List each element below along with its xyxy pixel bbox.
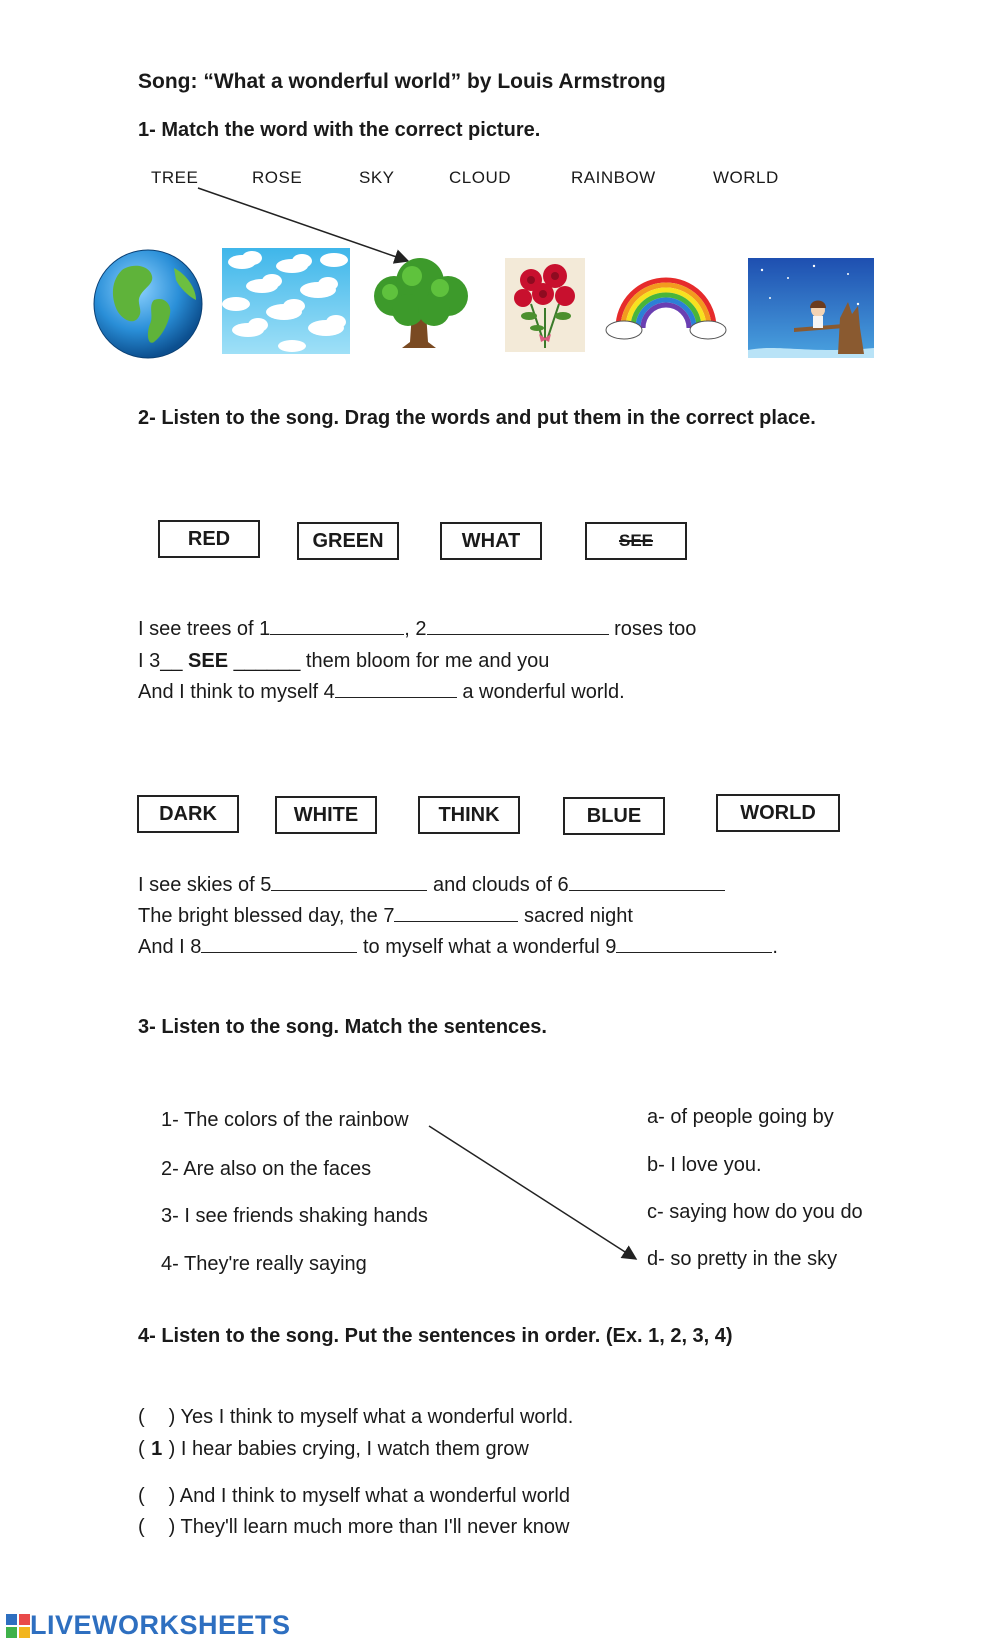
tree-picture[interactable]: [364, 256, 476, 352]
word-rainbow[interactable]: RAINBOW: [571, 168, 656, 187]
drag-word-see-used[interactable]: SEE: [585, 522, 687, 560]
word-tree[interactable]: TREE: [151, 168, 199, 187]
lyric-text: And I 8: [138, 936, 202, 958]
word-rose[interactable]: ROSE: [252, 168, 303, 187]
order-paren: (: [138, 1485, 145, 1507]
liveworksheets-logo: [6, 1610, 291, 1641]
drag-word-blue[interactable]: BLUE: [563, 797, 665, 835]
lyric-line-2: [138, 650, 549, 673]
rainbow-picture[interactable]: [604, 270, 728, 342]
logo-grid-icon: [6, 1614, 30, 1638]
order-item-1: [138, 1406, 573, 1429]
lyric-line-3: [138, 681, 625, 704]
lyric-text: sacred night: [524, 905, 633, 927]
lyric-text: and clouds of 6: [432, 874, 569, 896]
order-item-4: [138, 1516, 569, 1539]
section3-heading: 3- Listen to the song. Match the sentences.: [138, 1016, 547, 1038]
lyric-text: to myself what a wonderful 9: [362, 936, 617, 958]
globe-picture[interactable]: [92, 248, 204, 360]
filled-answer-see[interactable]: SEE: [188, 650, 229, 672]
match-right-d[interactable]: d- so pretty in the sky: [647, 1248, 838, 1270]
blank-2[interactable]: [427, 618, 609, 635]
order-paren: (: [138, 1406, 145, 1428]
blank-8[interactable]: [201, 936, 357, 953]
section1-heading: 1- Match the word with the correct picture.: [138, 119, 541, 141]
lyric-text: , 2: [404, 618, 427, 640]
match-right-a[interactable]: a- of people going by: [647, 1106, 834, 1128]
page-title: Song: “What a wonderful world” by Louis Armstrong: [138, 70, 666, 93]
order-text: ) They'll learn much more than I'll never know: [168, 1516, 570, 1538]
order-text: ) I hear babies crying, I watch them grow: [168, 1438, 529, 1460]
drag-word-red[interactable]: RED: [158, 520, 260, 558]
lyric-text: a wonderful world.: [462, 681, 625, 703]
drag-word-white[interactable]: WHITE: [275, 796, 377, 834]
match-right-b[interactable]: b- I love you.: [647, 1154, 762, 1176]
logo-text: LIVEWORKSHEETS: [30, 1610, 291, 1640]
match-left-2[interactable]: 2- Are also on the faces: [161, 1158, 372, 1180]
lyric-line-5: [138, 874, 725, 897]
section2-heading: 2- Listen to the song. Drag the words and put them in the correct place.: [138, 407, 816, 429]
lyric-text: ______ them bloom for me and you: [228, 650, 550, 672]
word-sky[interactable]: SKY: [359, 168, 395, 187]
order-text: ) Yes I think to myself what a wonderful world.: [168, 1406, 574, 1428]
word-cloud[interactable]: CLOUD: [449, 168, 512, 187]
order-paren: (: [138, 1516, 145, 1538]
order-number-input[interactable]: 1: [151, 1438, 163, 1460]
blank-1[interactable]: [270, 618, 404, 635]
drag-word-think[interactable]: THINK: [418, 796, 520, 834]
example-sentence-arrow: [0, 1100, 1000, 1280]
lyric-line-1: [138, 618, 696, 641]
match-right-c[interactable]: c- saying how do you do: [647, 1201, 863, 1223]
roses-picture[interactable]: [505, 258, 585, 352]
drag-word-dark[interactable]: DARK: [137, 795, 239, 833]
order-text: ) And I think to myself what a wonderful world: [168, 1485, 570, 1507]
lyric-line-7: [138, 936, 778, 959]
lyric-line-6: [138, 905, 633, 928]
blank-5[interactable]: [271, 874, 427, 891]
lyric-text: And I think to myself 4: [138, 681, 335, 703]
match-left-3[interactable]: 3- I see friends shaking hands: [161, 1205, 428, 1227]
order-paren: (: [138, 1438, 145, 1460]
word-world[interactable]: WORLD: [713, 168, 779, 187]
drag-word-what[interactable]: WHAT: [440, 522, 542, 560]
drag-word-green[interactable]: GREEN: [297, 522, 399, 560]
blank-9[interactable]: [616, 936, 772, 953]
blank-7[interactable]: [394, 905, 518, 922]
section4-heading: 4- Listen to the song. Put the sentences in order. (Ex. 1, 2, 3, 4): [138, 1325, 733, 1347]
order-item-2: [138, 1438, 529, 1461]
lyric-text: .: [772, 936, 778, 958]
clouds-picture[interactable]: [222, 248, 350, 354]
blank-6[interactable]: [569, 874, 725, 891]
blank-4[interactable]: [335, 681, 457, 698]
lyric-text: The bright blessed day, the 7: [138, 905, 395, 927]
match-left-1[interactable]: 1- The colors of the rainbow: [161, 1109, 409, 1131]
lyric-text: I see trees of 1: [138, 618, 271, 640]
drag-word-world[interactable]: WORLD: [716, 794, 840, 832]
lyric-text: I see skies of 5: [138, 874, 272, 896]
lyric-text: roses too: [614, 618, 697, 640]
lyric-text: I 3__: [138, 650, 189, 672]
night-sky-picture[interactable]: [748, 258, 874, 358]
order-item-3: [138, 1485, 570, 1508]
match-left-4[interactable]: 4- They're really saying: [161, 1253, 367, 1275]
